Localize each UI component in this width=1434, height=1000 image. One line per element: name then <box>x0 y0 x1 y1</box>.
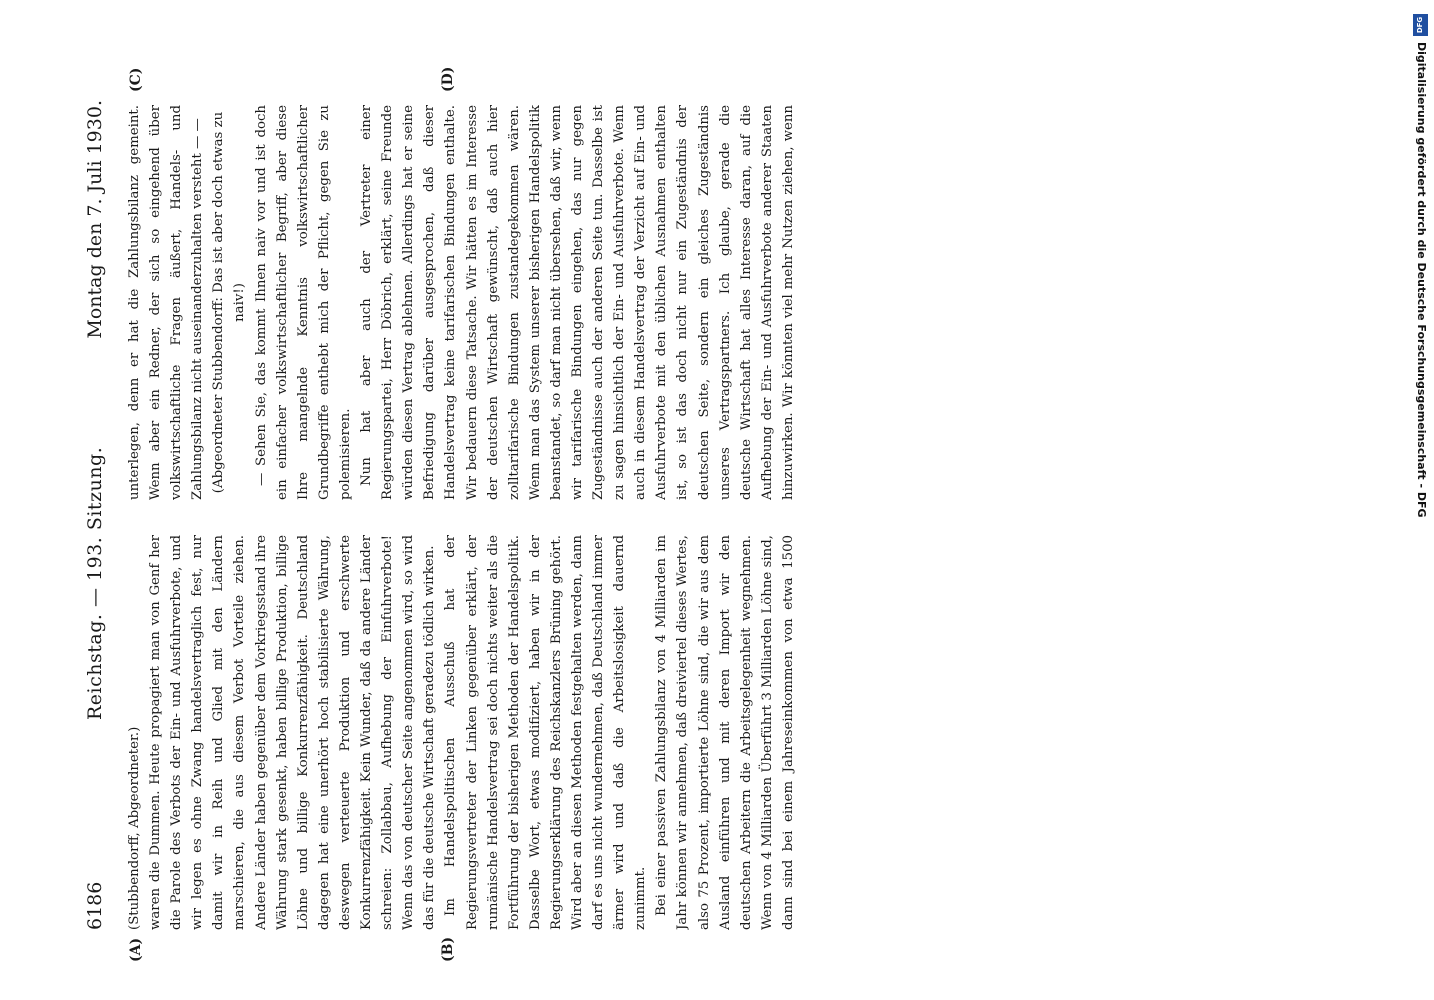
document-page <box>80 66 800 962</box>
paragraph: Nun hat aber auch der Vertreter einer Regierungspartei, Herr Döbrich, erklärt, seine Freunde würden diesen Vertrag ablehnen. Allerdings hat er seine Befriedigung darüber ausgesprochen, daß dieser Handelsvertrag keine tarifarischen Bindungen enthalte. Wir bedauern diese Tatsache. Wir hätten es im Interesse der deutschen Wirtschaft gewünscht, daß auch hier zolltarifarische Bindungen zustandegekommen wären. Wenn man das System unserer bisherigen Handelspolitik beanstandet, so darf man nicht übersehen, daß wir, wenn wir tarifarische Bindungen eingehen, das nur gegen Zugeständnisse auch der anderen Seite tun. Dasselbe ist zu sagen hinsichtlich der Ein- und Ausfuhrverbote. Wenn auch in diesem Handelsvertrag der Verzicht auf Ein- und Ausfuhrverbote mit den üblichen Ausnahmen enthalten ist, so ist das doch nicht nur ein Zugeständnis der deutschen Seite, sondern ein gleiches Zugeständnis unseres Vertragspartners. Ich glaube, gerade die deutsche Wirtschaft hat alles Interesse daran, auf die Aufhebung der Ein- und Ausfuhrverbote anderer Staaten hinzuwirken. Wir könnten viel mehr Nutzen ziehen, wenn <box>359 105 796 500</box>
interjection: (Abgeordneter Stubbendorff: Das ist aber doch etwas zu naiv!) <box>211 111 248 494</box>
left-column <box>124 535 800 930</box>
paragraph: waren die Dummen. Heute propagiert man von Genf her die Parole des Verbots der Ein- und Ausfuhrverbote, und wir legen es ohne Zwang handelsvertraglich fest, nur damit wir in Reih und Glied mit den Ländern marschieren, die aus diesem Verbot Vorteile ziehen. Andere Länder haben gegenüber dem Vorkriegsstand ihre Währung stark gesenkt, haben billige Produktion, billige Löhne und billige Konkurrenzfähigkeit. Deutschland dagegen hat eine unerhört hoch stabilisierte Währung, deswegen verteuerte Produktion und erschwerte Konkurrenzfähigkeit. Kein Wunder, daß da andere Länder schreien: Zollabbau, Aufhebung der Einfuhrverbote! Wenn das von deutscher Seite angenommen wird, so wird das für die deutsche Wirtschaft geradezu tödlich wirken. <box>148 535 438 930</box>
dfg-logo-icon: DFG <box>1413 14 1428 36</box>
digitization-credit-strip <box>1410 8 1432 992</box>
session-title: Reichstag. — 193. Sitzung. <box>84 446 106 720</box>
paragraph: — Sehen Sie, das kommt Ihnen naiv vor und ist doch ein einfacher volkswirtschaftlicher Begriff, aber diese Ihre mangelnde Kenntnis volkswirtschaftlicher Grundbegriffe enthebt mich der Pflicht, gegen Sie zu polemisieren. <box>253 105 353 500</box>
right-column <box>124 105 800 500</box>
digitization-credit: Digitalisierung gefördert durch die Deutsche Forschungsgemeinschaft - DFG <box>1415 42 1428 518</box>
page-number: 6186 <box>84 881 106 930</box>
paragraph: unterlegen, denn er hat die Zahlungsbilanz gemeint. Wenn aber ein Redner, der sich so eingehend über volkswirtschaftliche Fragen äußert, Handels- und Zahlungsbilanz nicht auseinanderzuhalten versteht — — <box>127 105 206 500</box>
page-header <box>80 100 116 930</box>
session-date: Montag den 7. Juli 1930. <box>84 100 106 339</box>
margin-mark-a: (A) <box>128 937 144 962</box>
paragraph: Im Handelspolitischen Ausschuß hat der Regierungsvertreter der Linken gegenüber erklärt, der rumänische Handelsvertrag sei doch nichts weiter als die Fortführung der bisherigen Methoden der Handelspolitik. Dasselbe Wort, etwas modifiziert, haben wir in der Regierungserklärung des Reichskanzlers Brüning gehört. Wird aber an diesen Methoden festgehalten werden, dann darf es uns nicht wundernehmen, daß Deutschland immer ärmer wird und daß die Arbeitslosigkeit dauernd zunimmt. <box>443 535 649 930</box>
paragraph: Bei einer passiven Zahlungsbilanz von 4 Milliarden im Jahr können wir annehmen, daß dreiviertel dieses Wertes, also 75 Prozent, importierte Löhne sind, die wir aus dem Ausland einführen und mit deren Import wir den deutschen Arbeitern die Arbeitsgelegenheit wegnehmen. Wenn von 4 Milliarden Überführt 3 Milliarden Löhne sind, dann sind bei einem Jahreseinkommen von etwa 1500 <box>654 535 796 930</box>
margin-mark-c: (C) <box>128 67 144 92</box>
margin-mark-b: (B) <box>440 936 456 962</box>
speaker-continuation: (Stubbendorff, Abgeordneter.) <box>127 726 142 930</box>
margin-mark-d: (D) <box>440 66 456 92</box>
